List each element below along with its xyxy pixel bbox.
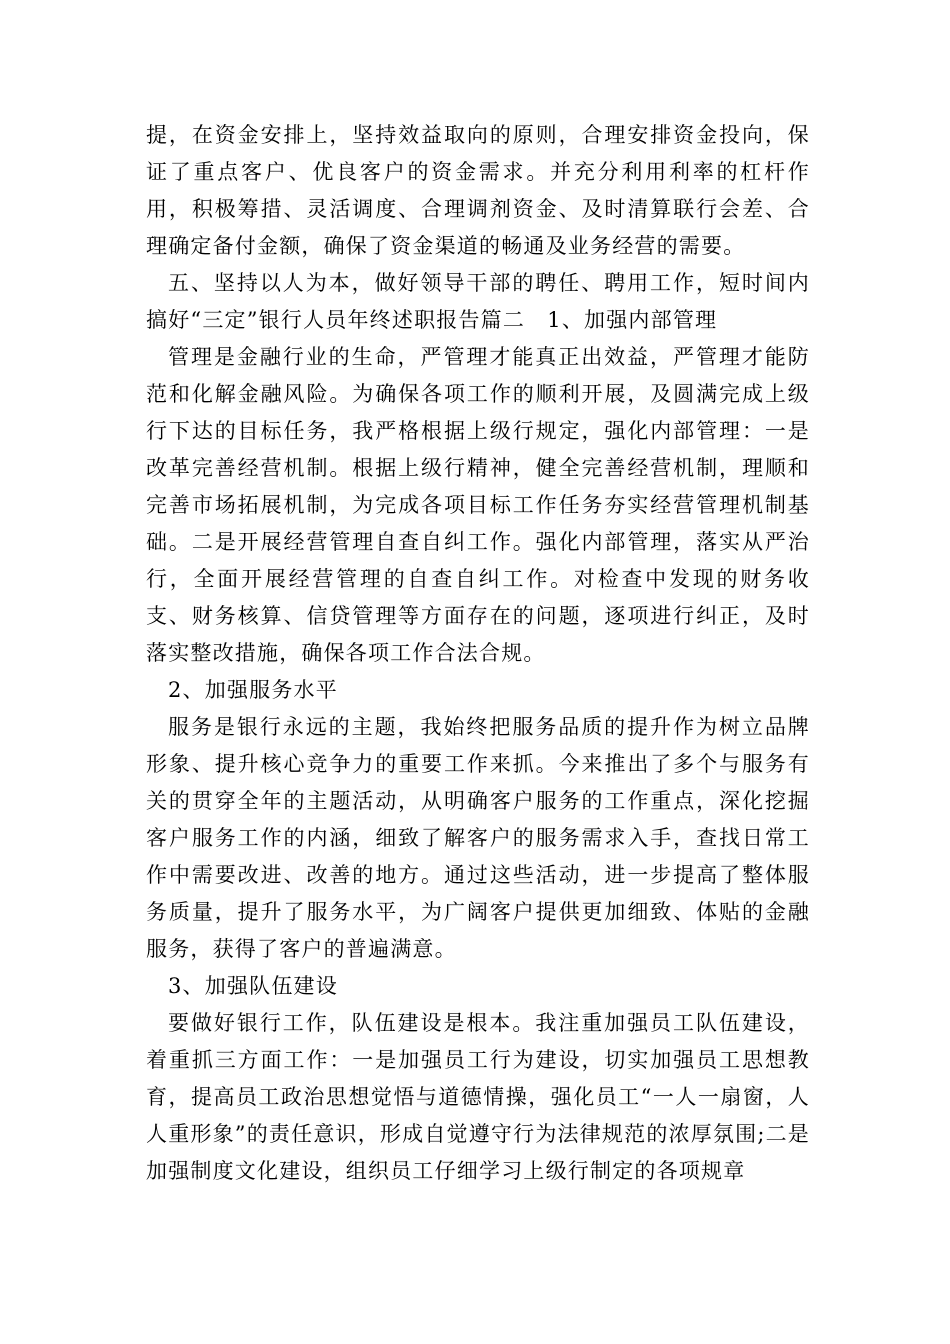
heading-team-building: 3、加强队伍建设 xyxy=(168,974,338,998)
document-page xyxy=(146,117,810,1190)
paragraph-team: 要做好银行工作，队伍建设是根本。我注重加强员工队伍建设，着重抓三方面工作：一是加强员工行为建设，切实加强员工思想教育，提高员工政治思想觉悟与道德情操，强化员工“一人一扇窗，人人重形象”的责任意识，形成自觉遵守行为法律规范的浓厚氛围;二是加强制度文化建设，组织员工仔细学习上级行制定的各项规章 xyxy=(146,1011,811,1183)
paragraph-funds: 提，在资金安排上，坚持效益取向的原则，合理安排资金投向，保证了重点客户、优良客户的资金需求。并充分利用利率的杠杆作用，积极筹措、灵活调度、合理调剂资金、及时清算联行会差、合理确定备付金额，确保了资金渠道的畅通及业务经营的需要。 xyxy=(146,123,810,258)
paragraph-internal-management: 管理是金融行业的生命，严管理才能真正出效益，严管理才能防范和化解金融风险。为确保各项工作的顺利开展，及圆满完成上级行下达的目标任务，我严格根据上级行规定，强化内部管理：一是改革完善经营机制。根据上级行精神，健全完善经营机制，理顺和完善市场拓展机制，为完成各项目标工作任务夯实经营管理机制基础。二是开展经营管理自查自纠工作。强化内部管理，落实从严治行，全面开展经营管理的自查自纠工作。对检查中发现的财务收支、财务核算、信贷管理等方面存在的问题，逐项进行纠正，及时落实整改措施，确保各项工作合法合规。 xyxy=(146,345,810,665)
heading-service-level: 2、加强服务水平 xyxy=(168,678,338,702)
paragraph-section-five: 五、坚持以人为本，做好领导干部的聘任、聘用工作，短时间内搞好“三定”银行人员年终述职报告篇二 1、加强内部管理 xyxy=(146,271,810,332)
paragraph-service: 服务是银行永远的主题，我始终把服务品质的提升作为树立品牌形象、提升核心竞争力的重要工作来抓。今来推出了多个与服务有关的贯穿全年的主题活动，从明确客户服务的工作重点，深化挖掘客户服务工作的内涵，细致了解客户的服务需求入手，查找日常工作中需要改进、改善的地方。通过这些活动，进一步提高了整体服务质量，提升了服务水平，为广阔客户提供更加细致、体贴的金融服务，获得了客户的普遍满意。 xyxy=(146,715,810,961)
